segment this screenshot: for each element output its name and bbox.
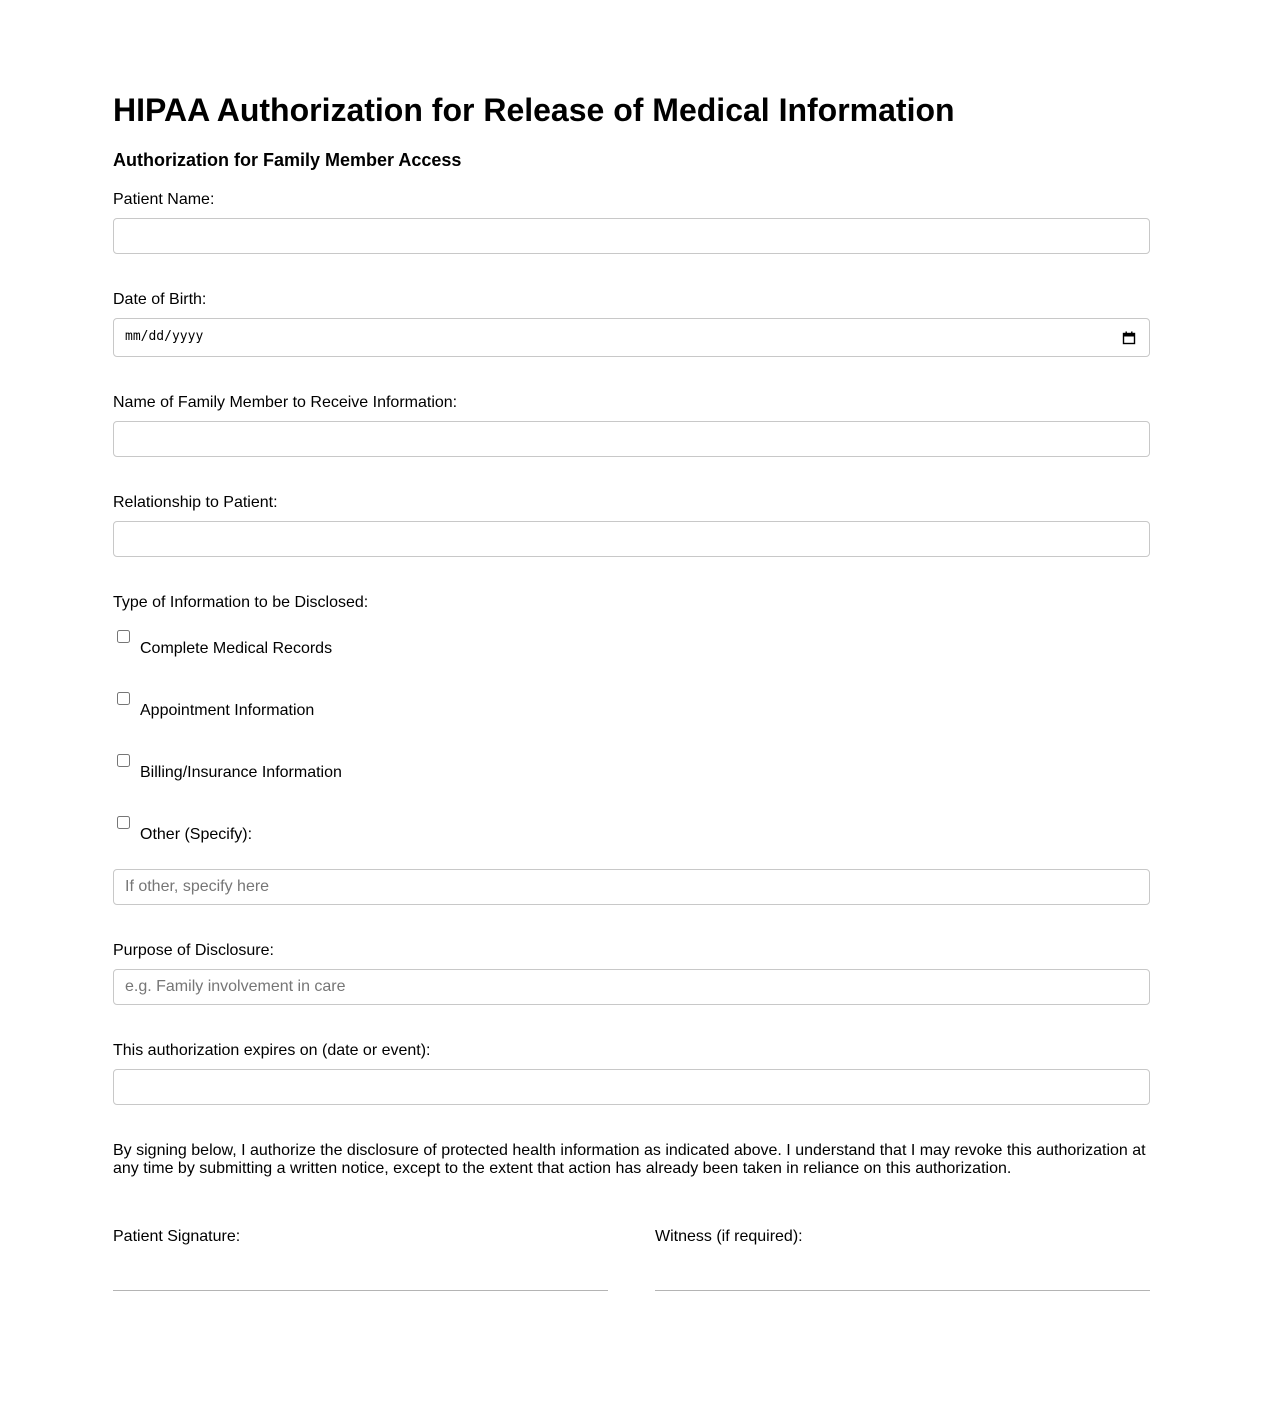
authorization-statement: By signing below, I authorize the disclosure of protected health information as indicated above. I understand that I may revoke this authorization at any time by submitting a written notice, except to the extent that action has already been taken in reliance on this authorization. <box>113 1142 1146 1177</box>
date-placeholder: mm/dd/yyyy <box>125 329 204 344</box>
checkbox-appointment-information[interactable] <box>117 692 130 705</box>
expiration-label: This authorization expires on (date or event): <box>113 1042 431 1059</box>
patient-signature-line[interactable] <box>113 1290 608 1291</box>
relationship-input[interactable] <box>113 521 1150 557</box>
expiration-input[interactable] <box>113 1069 1150 1105</box>
checkbox-label-billing-insurance: Billing/Insurance Information <box>140 764 342 781</box>
checkbox-label-appointment-information: Appointment Information <box>140 702 315 719</box>
other-specify-input[interactable] <box>113 869 1150 905</box>
checkbox-complete-medical-records[interactable] <box>117 630 130 643</box>
witness-signature-line[interactable] <box>655 1290 1150 1291</box>
witness-signature-label: Witness (if required): <box>655 1228 803 1245</box>
checkbox-billing-insurance[interactable] <box>117 754 130 767</box>
checkbox-label-complete-medical-records: Complete Medical Records <box>140 640 333 657</box>
calendar-icon[interactable] <box>1122 331 1136 345</box>
checkbox-label-other: Other (Specify): <box>140 826 253 843</box>
purpose-label: Purpose of Disclosure: <box>113 942 274 959</box>
relationship-label: Relationship to Patient: <box>113 494 278 511</box>
info-types-label: Type of Information to be Disclosed: <box>113 594 369 611</box>
patient-name-input[interactable] <box>113 218 1150 254</box>
patient-name-label: Patient Name: <box>113 191 215 208</box>
date-of-birth-label: Date of Birth: <box>113 291 207 308</box>
section-subtitle: Authorization for Family Member Access <box>113 150 462 170</box>
checkbox-other[interactable] <box>117 816 130 829</box>
patient-signature-label: Patient Signature: <box>113 1228 241 1245</box>
family-member-label: Name of Family Member to Receive Information: <box>113 394 458 411</box>
family-member-name-input[interactable] <box>113 421 1150 457</box>
purpose-input[interactable] <box>113 969 1150 1005</box>
date-of-birth-input[interactable] <box>113 318 1150 357</box>
page-title: HIPAA Authorization for Release of Medical Information <box>113 92 955 128</box>
